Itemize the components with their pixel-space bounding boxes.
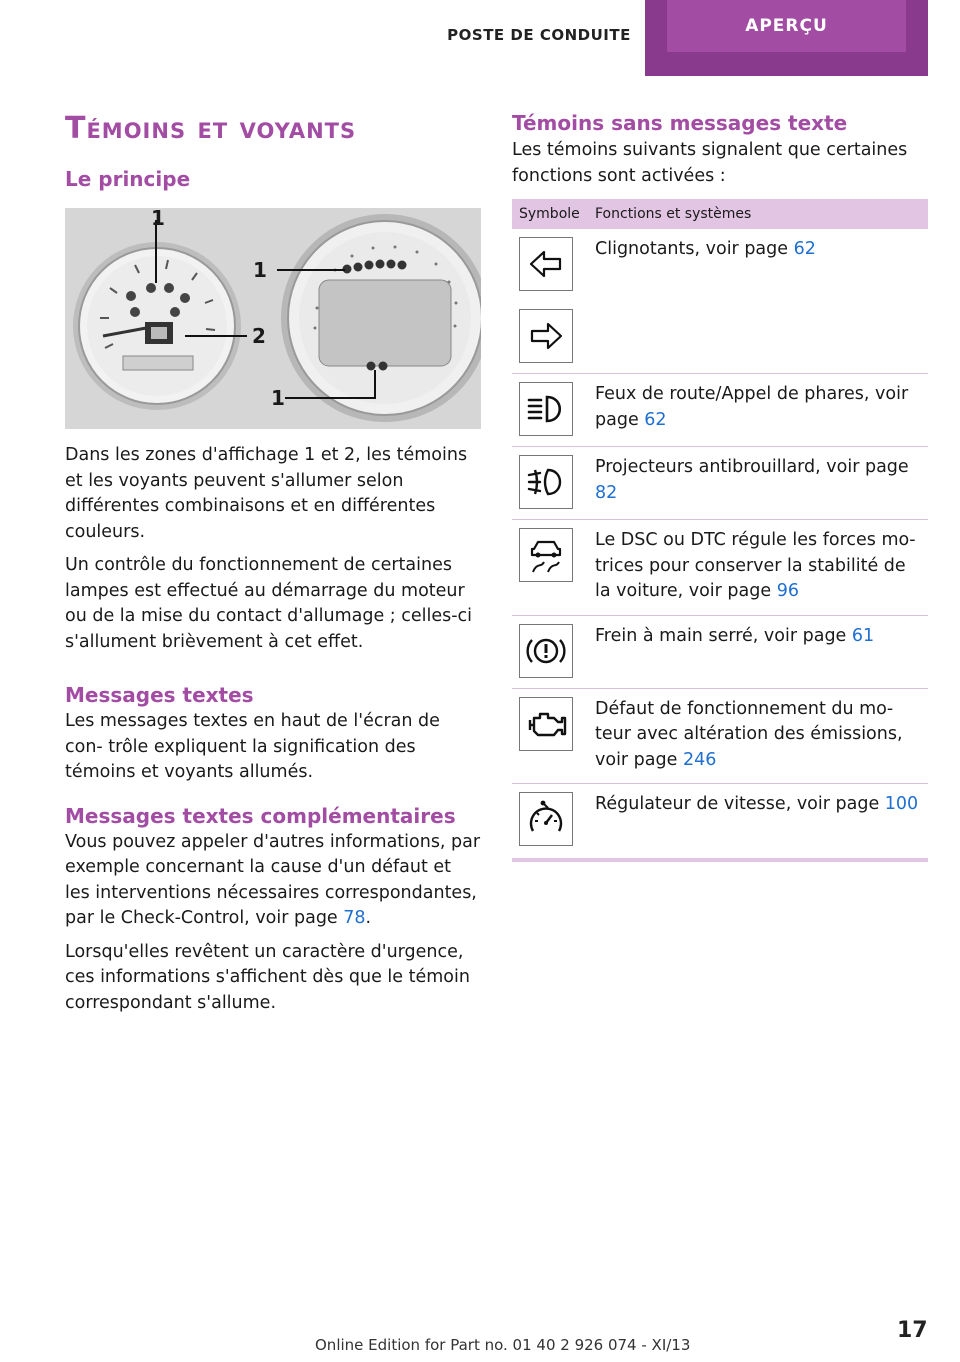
fog-light-icon: [519, 455, 573, 509]
figure-label-1-right: 1: [253, 258, 267, 282]
page-link[interactable]: 62: [644, 409, 667, 430]
table-row: [512, 688, 928, 784]
left-column: [65, 108, 481, 1016]
page-title-text: Témoins et voyants: [65, 111, 357, 146]
figure-label-2: 2: [252, 324, 266, 348]
figure-label-1-top: 1: [151, 208, 165, 230]
cruise-control-icon: [519, 792, 573, 846]
figure-label-1-bottom: 1: [271, 386, 285, 410]
table-header-row: [512, 199, 928, 229]
column-header-symbol: Symbole: [512, 199, 588, 229]
function-text: Clignotants, voir page: [595, 239, 794, 259]
paragraph-text-messages: Les messages textes en haut de l'écran de con‐ trôle expliquent la signification des témoins et voyants allumés.: [65, 711, 440, 782]
heading-text-messages: Messages textes: [65, 683, 254, 707]
function-text: Frein à main serré, voir page: [595, 625, 852, 646]
edition-text: Online Edition for Part no. 01 40 2 926 074 - XI/13: [315, 1336, 691, 1354]
paragraph-display-zones: Dans les zones d'affichage 1 et 2, les témoins et les voyants peuvent s'allumer selon différentes combinaisons et en différentes couleurs.: [65, 445, 468, 542]
symbol-cell: [512, 688, 588, 784]
paragraph-check-control-end: .: [365, 908, 372, 928]
table-row: [512, 229, 928, 374]
turn-signal-right-icon: [519, 309, 573, 363]
heading-no-text-indicators: Témoins sans messages texte: [512, 111, 848, 135]
paragraph-check-control-text: Vous pouvez appeler d'autres informations, par exemple concernant la cause d'un défaut et les interventions nécessaires correspondantes, par le Check-Control, voir page: [65, 831, 481, 928]
table-row: [512, 447, 928, 520]
section-title: POSTE DE CONDUITE: [447, 26, 631, 44]
page-link[interactable]: 96: [776, 581, 799, 601]
function-text: Le DSC ou DTC régule les forces mo‐ trices pour conserver la stabilité de la voiture, voir page: [595, 530, 916, 601]
page-link[interactable]: 62: [793, 239, 816, 259]
table-row: [512, 615, 928, 688]
tab-apercu[interactable]: [645, 0, 928, 76]
paragraph-check-control: [65, 830, 481, 932]
paragraph-urgent: Lorsqu'elles revêtent un caractère d'urgence, ces informations s'affichent dès que le témoin correspondant s'allume.: [65, 941, 470, 1013]
function-text: Défaut de fonctionnement du mo‐ teur avec altération des émissions, voir page: [595, 698, 903, 770]
tab-apercu-label: APERÇU: [667, 0, 906, 52]
function-cell: [588, 784, 928, 861]
function-text: Feux de route/Appel de phares, voir page: [595, 384, 909, 430]
symbol-cell: [512, 374, 588, 447]
function-cell: [588, 520, 928, 616]
paragraph-intro: Les témoins suivants signalent que certaines fonctions sont activées :: [512, 140, 908, 186]
page-link[interactable]: 246: [682, 749, 717, 770]
page-number: 17: [897, 1318, 928, 1343]
function-text: Projecteurs antibrouillard, voir page: [595, 457, 909, 477]
high-beam-icon: [519, 382, 573, 436]
heading-additional-messages: Messages textes complémentaires: [65, 803, 456, 828]
function-cell: [588, 229, 928, 374]
page-link[interactable]: 61: [851, 625, 875, 646]
indicator-table: [512, 199, 928, 862]
function-text: Régulateur de vitesse, voir page: [595, 794, 885, 814]
page-link-78[interactable]: 78: [343, 908, 366, 928]
table-row: [512, 374, 928, 447]
page-link[interactable]: 82: [595, 482, 618, 503]
function-cell: [588, 374, 928, 447]
symbol-cell: [512, 615, 588, 688]
page-title: [65, 108, 481, 150]
symbol-cell: [512, 784, 588, 861]
instrument-cluster-figure: [65, 208, 481, 429]
right-column: [512, 108, 928, 862]
table-row: [512, 520, 928, 616]
parking-brake-icon: [519, 624, 573, 678]
symbol-cell: [512, 229, 588, 374]
paragraph-lamp-check: Un contrôle du fonctionnement de certaines lampes est effectué au démarrage du moteur ou de la mise du contact d'allumage ; celles-ci s'allument brièvement à cet effet.: [65, 555, 473, 652]
turn-signal-left-icon: [519, 237, 573, 291]
function-cell: [588, 615, 928, 688]
engine-malfunction-icon: [519, 697, 573, 751]
symbol-cell: [512, 520, 588, 616]
function-cell: [588, 447, 928, 520]
dsc-icon: [519, 528, 573, 582]
subtitle-principle: Le principe: [65, 167, 191, 191]
column-header-functions: Fonctions et systèmes: [588, 199, 928, 229]
function-cell: [588, 688, 928, 784]
symbol-cell: [512, 447, 588, 520]
table-row: [512, 784, 928, 861]
page-link[interactable]: 100: [884, 794, 919, 814]
